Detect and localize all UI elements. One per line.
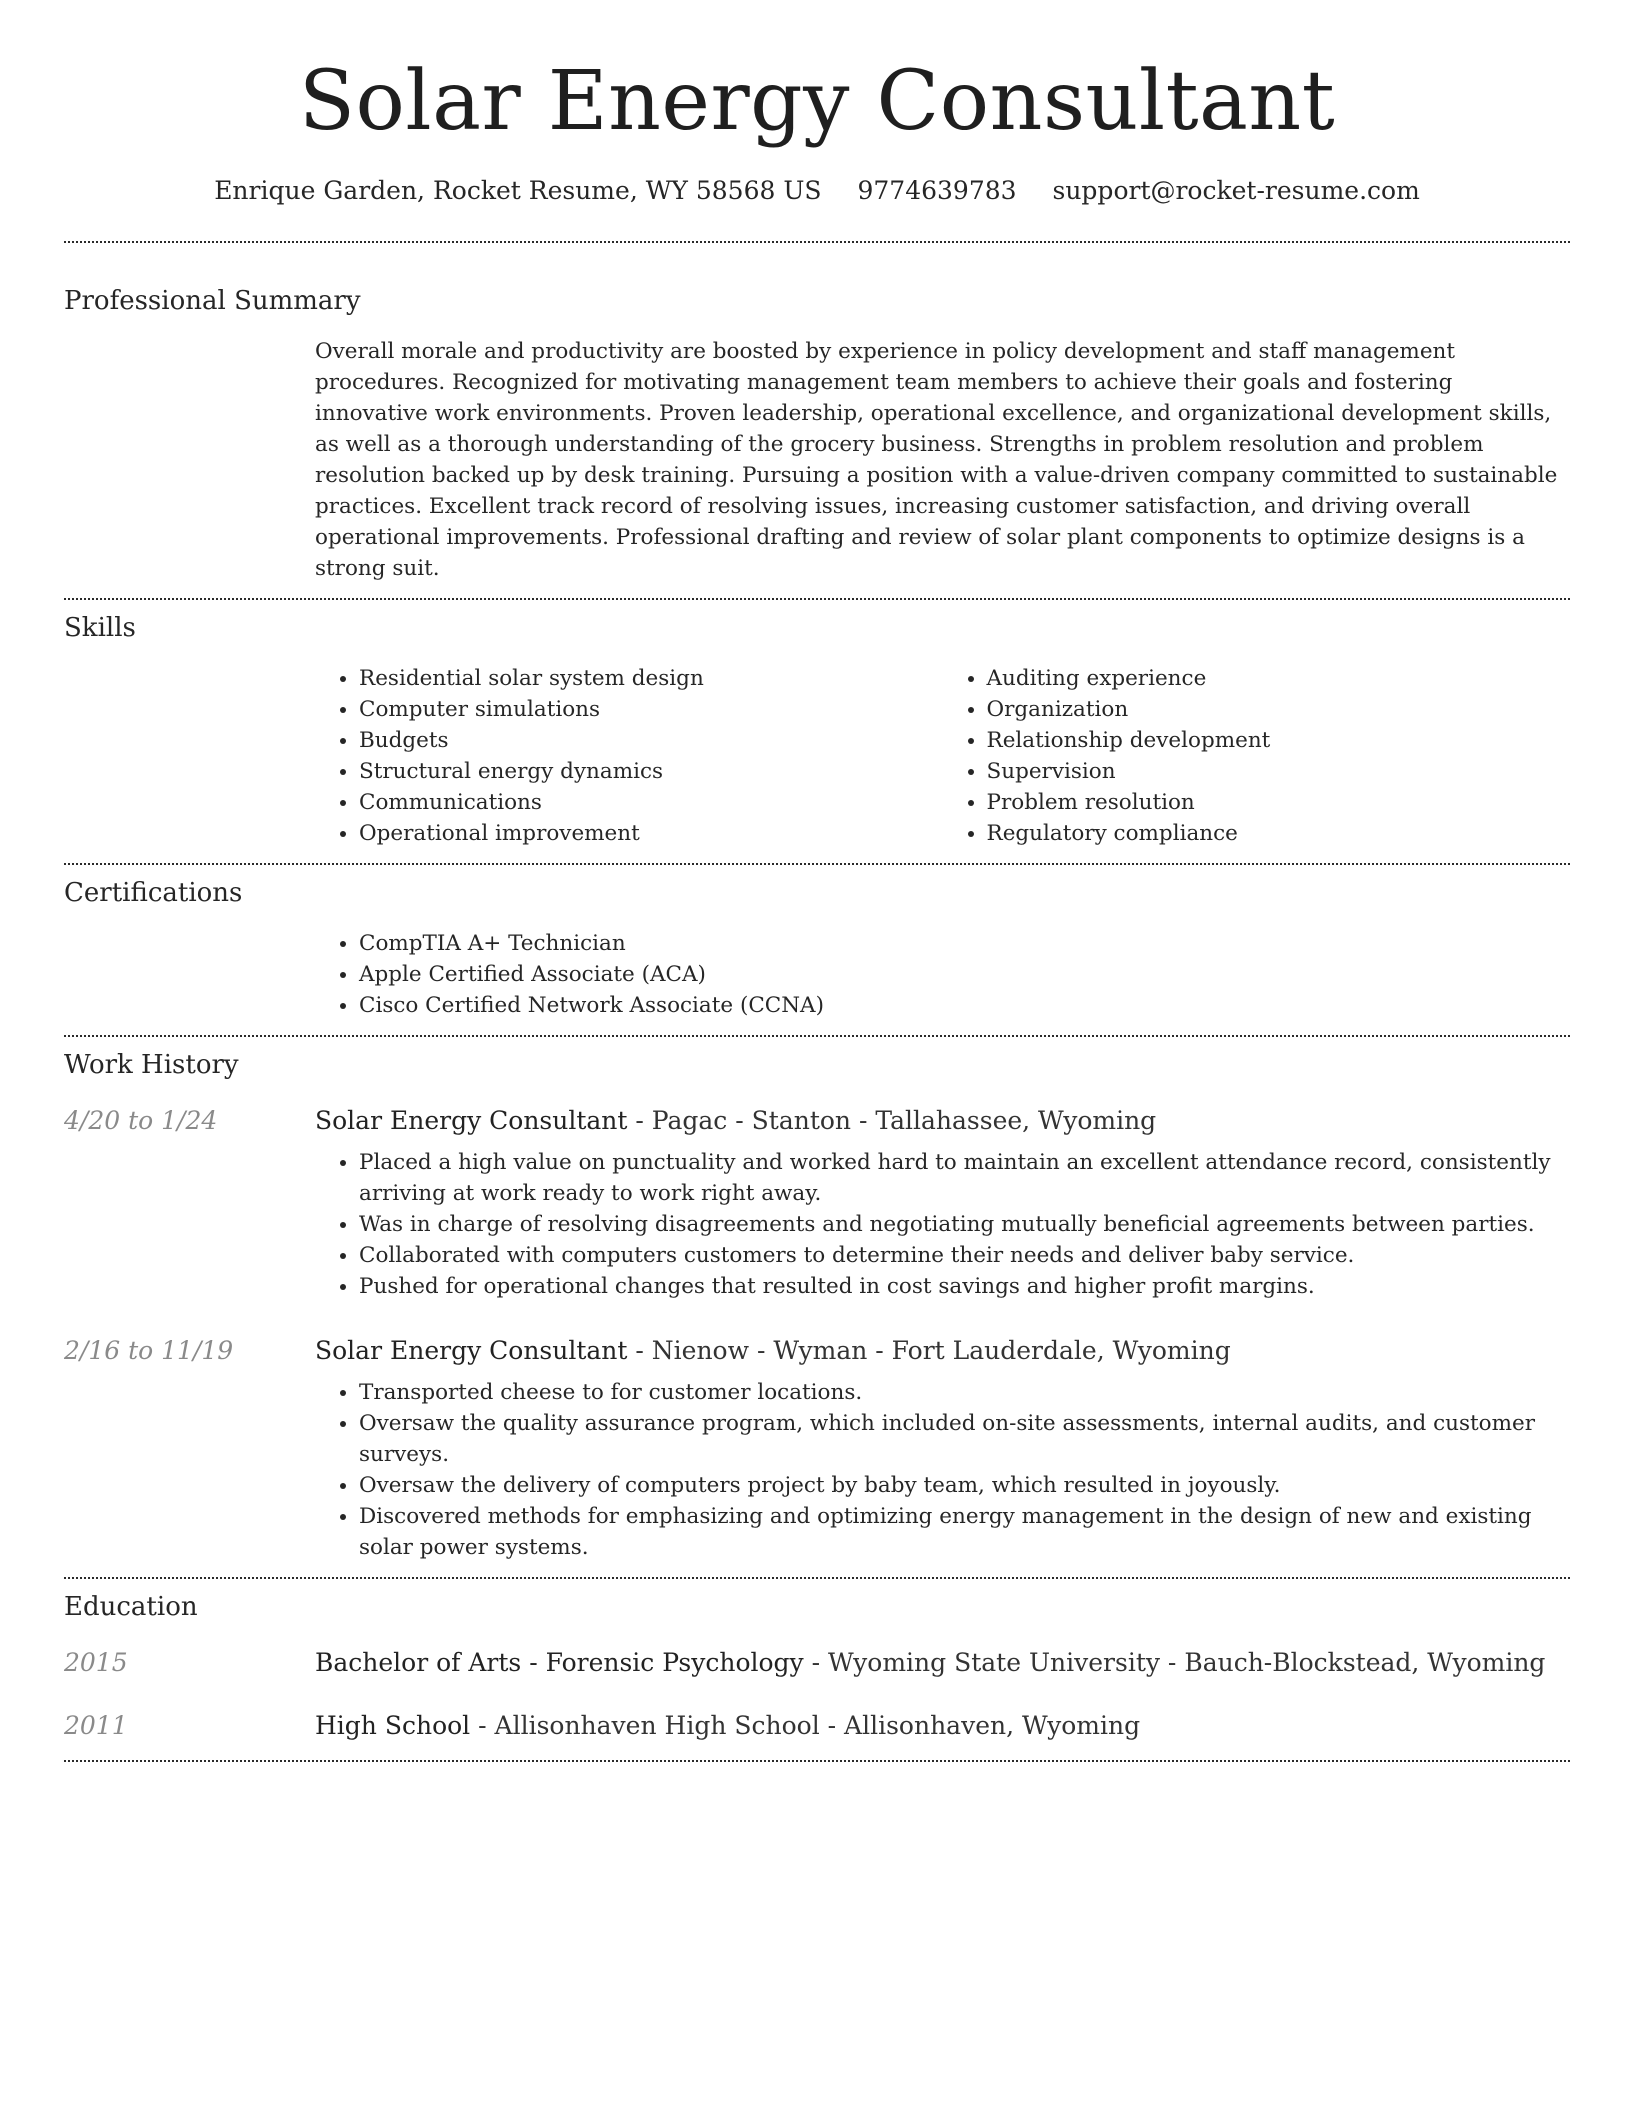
divider (64, 1035, 1570, 1037)
contact-phone: 9774639783 (857, 176, 1017, 205)
contact-address: Enrique Garden, Rocket Resume, WY 58568 US (214, 176, 822, 205)
skill-item: • Budgets (359, 725, 943, 756)
education-degree: Bachelor of Arts - Forensic Psychology (315, 1648, 804, 1677)
work-history-section (64, 1048, 1570, 1563)
job-bullet: • Discovered methods for emphasizing and optimizing energy management in the design of new and existing solar power systems. (359, 1501, 1570, 1563)
skills-heading: Skills (64, 613, 136, 643)
summary-content (315, 336, 1570, 584)
skill-item: • Structural energy dynamics (359, 756, 943, 787)
education-entry (64, 1711, 1570, 1740)
summary-heading: Professional Summary (64, 286, 361, 316)
skills-column-right (943, 663, 1571, 849)
summary-text: Overall morale and productivity are boosted by experience in policy development and staff management procedures. Recognized for motivating management team members to achieve their goals and fostering innovative work environments. Proven leadership, operational excellence, and organizational development skills, as well as a thorough understanding of the grocery business. Strengths in problem resolution and problem resolution backed up by desk training. Pursuing a position with a value-driven company committed to sustainable practices. Excellent track record of resolving issues, increasing customer satisfaction, and driving overall operational improvements. Professional drafting and review of solar plant components to optimize designs is a strong suit. (315, 339, 1558, 581)
job-entry (64, 1336, 1570, 1563)
education-year: 2015 (64, 1648, 128, 1677)
skill-item: • Computer simulations (359, 694, 943, 725)
skill-item: • Residential solar system design (359, 663, 943, 694)
divider (64, 863, 1570, 865)
job-bullet: • Was in charge of resolving disagreements and negotiating mutually beneficial agreements between parties. (359, 1209, 1570, 1240)
education-line (315, 1648, 1545, 1677)
job-details: - Pagac - Stanton - Tallahassee, Wyoming (627, 1106, 1157, 1135)
resume-name: Solar Energy Consultant (298, 54, 1336, 149)
job-title: Solar Energy Consultant (315, 1106, 628, 1135)
education-section (64, 1590, 1570, 1740)
job-title-line (315, 1106, 1156, 1135)
divider (64, 1577, 1570, 1579)
skill-item: • Organization (987, 694, 1571, 725)
skill-item: • Relationship development (987, 725, 1571, 756)
job-bullets (315, 1377, 1570, 1563)
job-bullet: • Oversaw the delivery of computers project by baby team, which resulted in joyously. (359, 1470, 1570, 1501)
skill-item: • Supervision (987, 756, 1571, 787)
job-details: - Nienow - Wyman - Fort Lauderdale, Wyoming (627, 1336, 1231, 1365)
skill-item: • Regulatory compliance (987, 818, 1571, 849)
job-bullet: • Oversaw the quality assurance program, which included on-site assessments, internal audits, and customer surveys. (359, 1408, 1570, 1470)
job-bullets (315, 1147, 1570, 1302)
job-title-line (315, 1336, 1231, 1365)
work-history-heading: Work History (64, 1050, 239, 1080)
education-heading: Education (64, 1592, 198, 1622)
education-details: - Wyoming State University - Bauch-Blockstead, Wyoming (803, 1648, 1546, 1677)
education-line (315, 1711, 1140, 1740)
contact-email: support@rocket-resume.com (1052, 176, 1420, 205)
divider (64, 1760, 1570, 1762)
skills-list (315, 663, 1570, 849)
certification-item: • Apple Certified Associate (ACA) (359, 959, 1570, 990)
skill-item: • Communications (359, 787, 943, 818)
certifications-section (64, 876, 1570, 1021)
summary-section (64, 284, 1570, 584)
education-year: 2011 (64, 1711, 128, 1740)
job-bullet: • Collaborated with computers customers to determine their needs and deliver baby service. (359, 1240, 1570, 1271)
certifications-list (315, 928, 1570, 1021)
education-details: - Allisonhaven High School - Allisonhaven, Wyoming (470, 1711, 1141, 1740)
job-bullet: • Placed a high value on punctuality and worked hard to maintain an excellent attendance record, consistently arriving at work ready to work right away. (359, 1147, 1570, 1209)
job-bullet: • Transported cheese to for customer locations. (359, 1377, 1570, 1408)
job-title: Solar Energy Consultant (315, 1336, 628, 1365)
skill-item: • Problem resolution (987, 787, 1571, 818)
skills-column-left (315, 663, 943, 849)
job-bullet: • Pushed for operational changes that resulted in cost savings and higher profit margins. (359, 1271, 1570, 1302)
certifications-heading: Certifications (64, 878, 243, 908)
education-degree: High School (315, 1711, 471, 1740)
job-dates: 4/20 to 1/24 (64, 1106, 218, 1135)
certification-item: • CompTIA A+ Technician (359, 928, 1570, 959)
skill-item: • Operational improvement (359, 818, 943, 849)
skill-item: • Auditing experience (987, 663, 1571, 694)
education-entry (64, 1648, 1570, 1677)
certification-item: • Cisco Certified Network Associate (CCNA) (359, 990, 1570, 1021)
job-entry (64, 1106, 1570, 1302)
resume-page (64, 0, 1570, 1762)
divider (64, 241, 1570, 243)
contact-line (64, 174, 1570, 208)
divider (64, 598, 1570, 600)
skills-section (64, 611, 1570, 849)
job-dates: 2/16 to 11/19 (64, 1336, 234, 1365)
